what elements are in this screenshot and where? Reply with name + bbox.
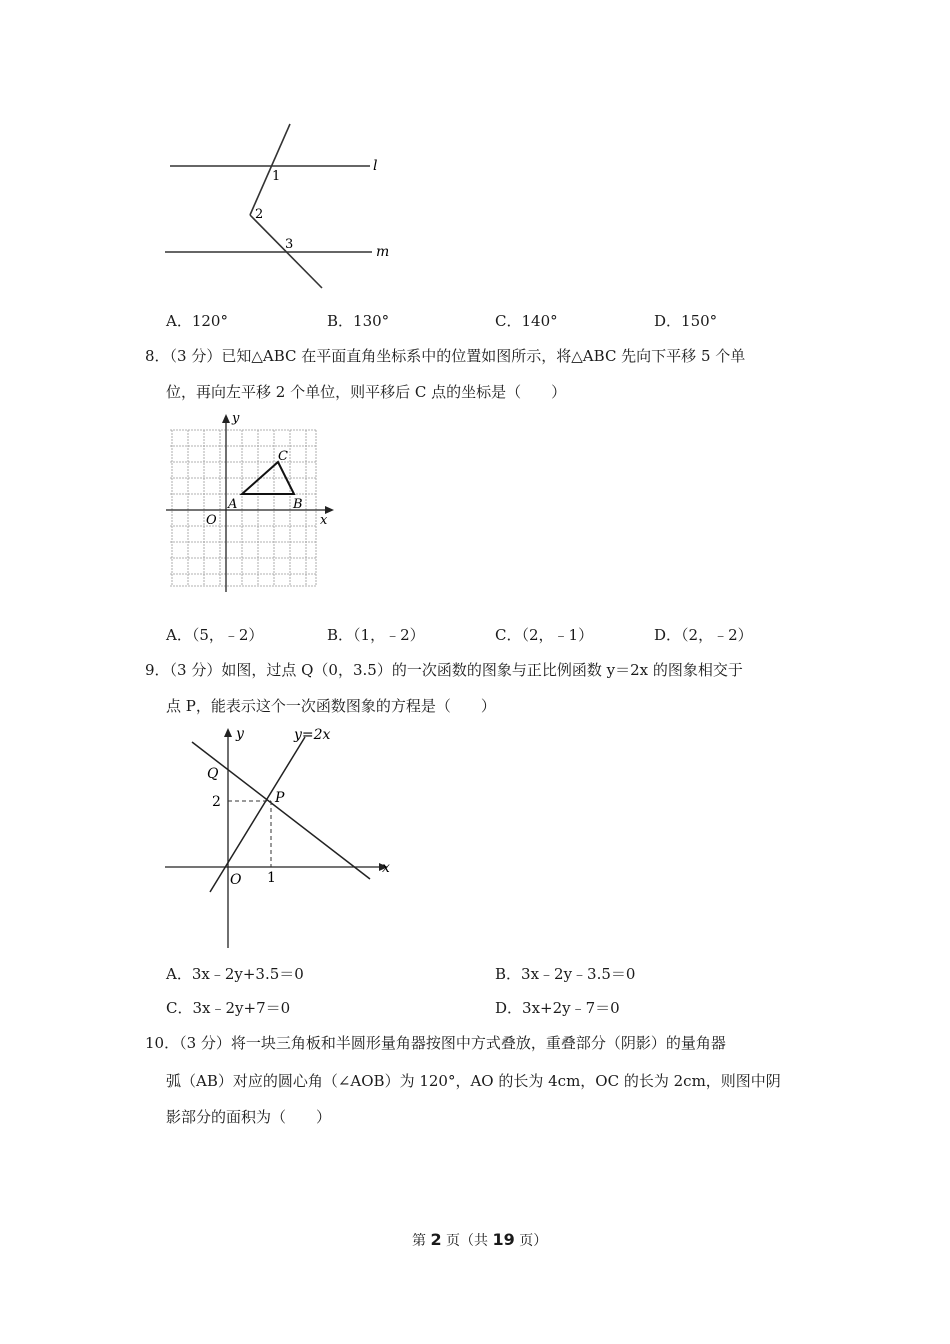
line-through-q [192, 742, 370, 879]
tick-1-label: 1 [267, 870, 276, 886]
angle-2-label: 2 [255, 207, 264, 222]
footer-total-pages: 19 [492, 1230, 515, 1249]
y-axis-label: y [232, 411, 240, 426]
y-axis-label: y [236, 726, 244, 742]
y-axis-arrow [222, 414, 230, 423]
q10-stem-line1: 10．（3 分）将一块三角板和半圆形量角器按图中方式叠放，重叠部分（阴影）的量角器 [145, 1034, 726, 1052]
origin-label: O [230, 872, 242, 888]
q8-option-a: A．（5，﹣2） [166, 626, 264, 644]
angle-1-label: 1 [272, 169, 281, 184]
x-axis-label: x [320, 513, 328, 528]
y-axis-arrow [224, 728, 232, 737]
q9-option-c: C．3x﹣2y+7＝0 [166, 999, 291, 1017]
page-footer [412, 1230, 547, 1250]
q8-option-b: B．（1，﹣2） [327, 626, 425, 644]
q9-stem-line2: 点 P，能表示这个一次函数图象的方程是（ ） [166, 697, 496, 715]
q8-stem-line2: 位，再向左平移 2 个单位，则平移后 C 点的坐标是（ ） [166, 383, 567, 401]
line-m-label: m [376, 244, 390, 260]
q8-grid-figure [162, 408, 342, 593]
footer-middle: 页（共 [446, 1233, 489, 1249]
q8-option-d: D．（2，﹣2） [654, 626, 753, 644]
origin-label: O [206, 513, 217, 528]
footer-suffix: 页） [519, 1233, 548, 1249]
q10-stem-line3: 影部分的面积为（ ） [166, 1108, 332, 1126]
tick-2-label: 2 [212, 794, 221, 810]
line-y-2x [210, 737, 305, 892]
q9-option-a: A．3x﹣2y+3.5＝0 [166, 965, 304, 983]
line-l-label: l [373, 158, 378, 174]
point-q-label: Q [207, 766, 219, 782]
q9-stem-line1: 9．（3 分）如图，过点 Q（0，3.5）的一次函数的图象与正比例函数 y＝2x 的图象相交于 [145, 661, 743, 679]
upper-transversal [250, 124, 290, 215]
angle-3-label: 3 [285, 237, 294, 252]
point-p-label: P [275, 790, 285, 806]
q8-option-c: C．（2，﹣1） [495, 626, 594, 644]
q9-option-d: D．3x+2y﹣7＝0 [495, 999, 620, 1017]
q7-option-c: C．140° [495, 312, 558, 330]
q7-option-b: B．130° [327, 312, 390, 330]
point-c-label: C [278, 449, 288, 464]
point-a-label: A [228, 497, 238, 512]
q10-stem-line2: 弧（AB）对应的圆心角（∠AOB）为 120°，AO 的长为 4cm，OC 的长为 2cm，则图中阴 [166, 1072, 781, 1090]
q7-option-d: D．150° [654, 312, 718, 330]
q8-stem-line1: 8．（3 分）已知△ABC 在平面直角坐标系中的位置如图所示，将△ABC 先向下平移 5 个单 [145, 347, 746, 365]
footer-page-number: 2 [430, 1230, 442, 1249]
x-axis-label: x [382, 860, 390, 876]
q9-option-b: B．3x﹣2y﹣3.5＝0 [495, 965, 636, 983]
footer-prefix: 第 [412, 1233, 426, 1249]
point-b-label: B [293, 497, 303, 512]
q9-graph-figure [160, 722, 400, 952]
q7-option-a: A．120° [166, 312, 228, 330]
q7-figure [160, 118, 400, 298]
func-label: y=2x [294, 727, 331, 743]
